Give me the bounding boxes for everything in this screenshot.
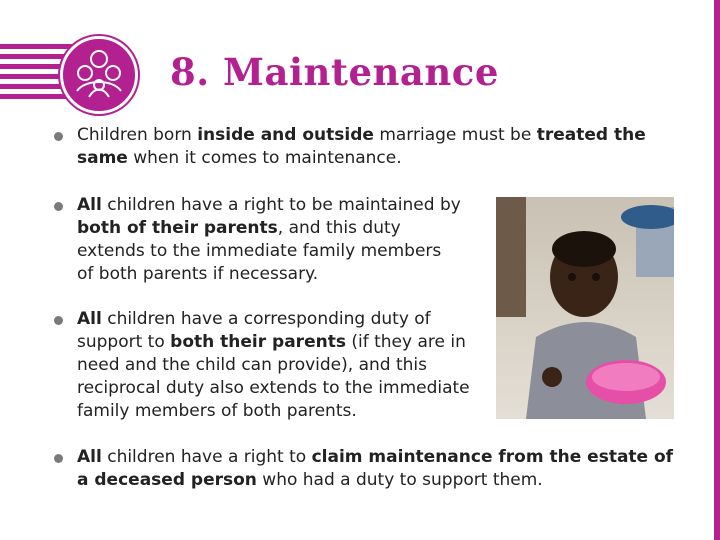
child-with-bowl-photo: [496, 197, 674, 419]
bullet-text: Children born inside and outside marriage must be treated the same when it comes to maintenance.: [77, 125, 646, 168]
bullet-dot-icon: [54, 454, 63, 463]
slide-title: 8. Maintenance: [170, 50, 499, 94]
bullet-text: All children have a right to claim maintenance from the estate of a deceased person who had a duty to support them.: [77, 447, 674, 490]
bullet-dot-icon: [54, 316, 63, 325]
bullet-item: [48, 308, 473, 423]
family-logo-icon: [60, 36, 138, 114]
bullet-text: All children have a right to be maintained by both of their parents, and this duty extends to the immediate family members of both parents if necessary.: [77, 195, 461, 284]
bullet-text: All children have a corresponding duty of support to both their parents (if they are in need and the child can provide), and this reciprocal duty also extends to the immediate family members of both parents.: [77, 309, 470, 421]
bullet-dot-icon: [54, 202, 63, 211]
bullet-item: [48, 194, 463, 286]
bullet-item: [48, 446, 678, 492]
bullet-dot-icon: [54, 132, 63, 141]
bullet-item: [48, 124, 678, 170]
